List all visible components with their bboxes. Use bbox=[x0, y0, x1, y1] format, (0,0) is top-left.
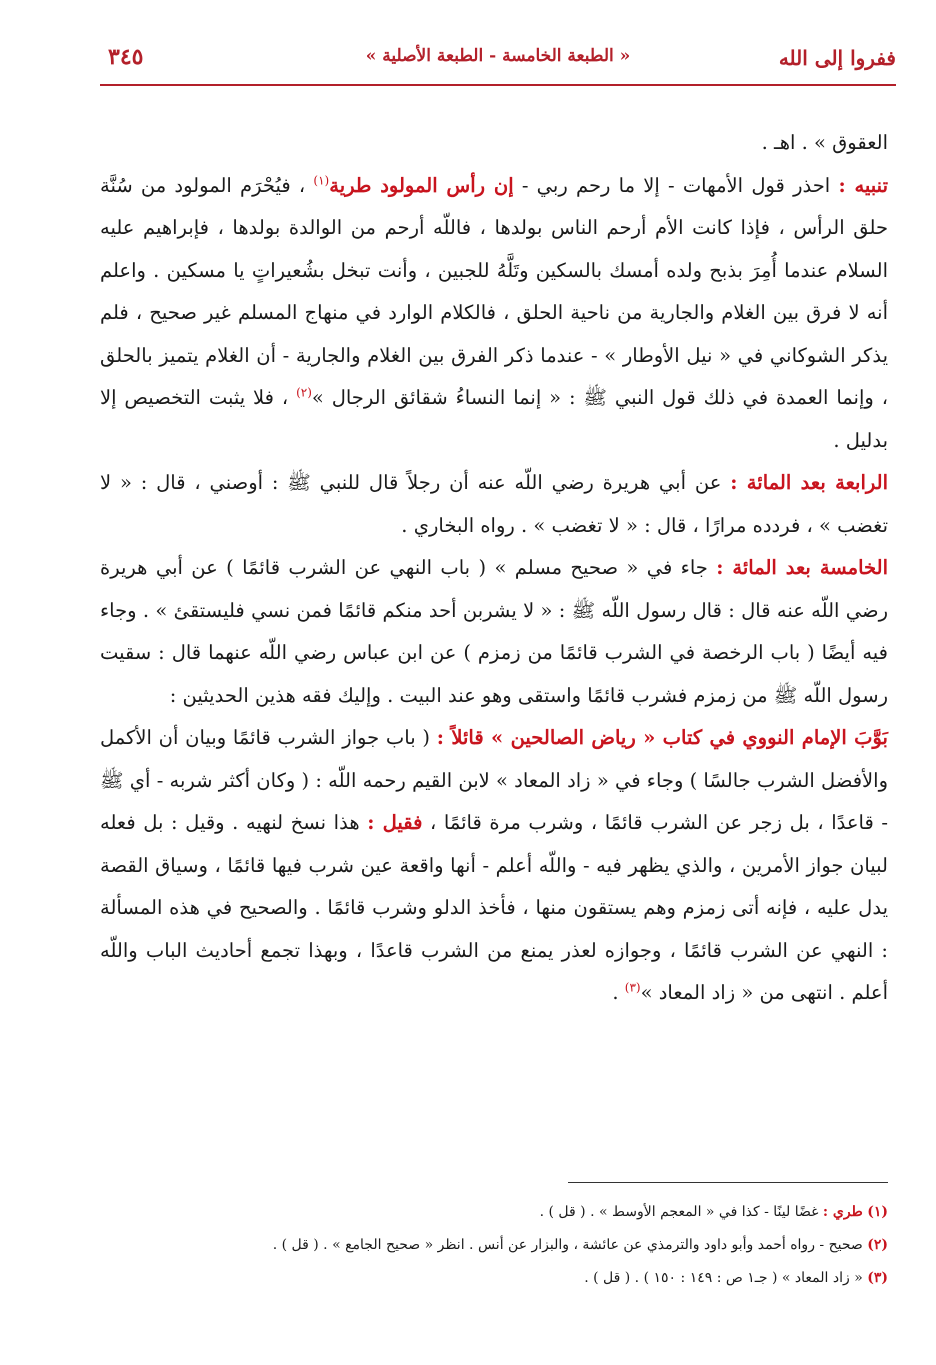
paragraph bbox=[100, 547, 888, 717]
footnote-text: غضًا لينًا - كذا في « المعجم الأوسط » . ( قل ) . bbox=[539, 1204, 823, 1220]
paragraph-highlight: فقيل : bbox=[367, 811, 423, 834]
footnote-text: صحيح - رواه أحمد وأبو داود والترمذي عن عائشة ، والبزار عن أنس . انظر « صحيح الجامع » . ( قل ) . bbox=[272, 1237, 868, 1253]
paragraph-lead: الرابعة بعد المائة : bbox=[730, 471, 889, 494]
footnote-ref[interactable]: (٢) bbox=[296, 385, 312, 400]
paragraph-highlight: إن رأس المولود طرية bbox=[329, 173, 514, 197]
footnote bbox=[100, 1196, 888, 1229]
paragraph-text: هذا نسخ لنهيه . وقيل : بل فعله لبيان جواز الأمرين ، والذي يظهر فيه - واللّه أعلم - أنها واقعة عين شرب فيها قائمًا ، وسياق القصة يدل عليه ، فإنه أتى زمزم وهم يستقون منها ، فأخذ الدلو وشرب قائمًا . والصحيح في هذه المسألة : النهي عن الشرب قائمًا ، وجوازه لعذر يمنع من الشرب قاعدًا ، وبهذا تجمع أحاديث الباب واللّه أعلم . انتهى من « زاد المعاد » bbox=[100, 811, 888, 1004]
footnote-ref[interactable]: (٣) bbox=[624, 980, 641, 995]
header-rule bbox=[100, 84, 896, 86]
paragraph bbox=[100, 462, 888, 547]
footnote-number: (٢) bbox=[867, 1237, 888, 1253]
paragraph-text: ( باب جواز الشرب قائمًا وبيان أن الأكمل والأفضل الشرب جالسًا ) وجاء في « زاد المعاد » لابن القيم رحمه اللّه : ( وكان أكثر شربه - أي ﷺ - قاعدًا ، بل زجر عن الشرب قائمًا ، وشرب مرة قائمًا ، bbox=[100, 726, 888, 834]
edition-label: « الطبعة الخامسة - الطبعة الأصلية » bbox=[365, 46, 631, 66]
footnote-ref[interactable]: (١) bbox=[313, 173, 330, 187]
paragraph-lead: تنبيه : bbox=[838, 173, 888, 197]
paragraph bbox=[100, 717, 888, 1015]
footnote-label: طري : bbox=[822, 1204, 863, 1220]
paragraph-text: . bbox=[612, 981, 625, 1004]
body-text bbox=[100, 122, 888, 1015]
footnote-number: (١) bbox=[867, 1204, 888, 1220]
paragraph bbox=[100, 165, 888, 463]
paragraph-lead: الخامسة بعد المائة : bbox=[716, 556, 889, 579]
paragraph-text: عن أبي هريرة رضي اللّه عنه أن رجلاً قال للنبي ﷺ : أوصني ، قال : « لا تغضب » ، فردده مرارًا ، قال : « لا تغضب » . رواه البخاري . bbox=[100, 471, 888, 537]
paragraph-text: جاء في « صحيح مسلم » ( باب النهي عن الشرب قائمًا ) عن أبي هريرة رضي اللّه عنه قال : قال رسول اللّه ﷺ : « لا يشربن أحد منكم قائمًا فمن نسي فليستقئ » . وجاء فيه أيضًا ( باب الرخصة في الشرب قائمًا من زمزم ) عن ابن عباس رضي اللّه عنهما قال : سقيت رسول اللّه ﷺ من زمزم فشرب قائمًا واستقى وهو عند البيت . وإليك فقه هذين الحديثين : bbox=[100, 556, 888, 707]
footnote-rule bbox=[568, 1182, 888, 1183]
page-header bbox=[100, 38, 896, 88]
footnote-number: (٣) bbox=[867, 1270, 888, 1286]
footnote bbox=[100, 1262, 888, 1295]
paragraph-text: ، فلا يثبت التخصيص إلا بدليل . bbox=[100, 386, 888, 452]
paragraph bbox=[100, 122, 888, 165]
footnote-text: « زاد المعاد » ( جـ١ ص : ١٤٩ : ١٥٠ ) . ( قل ) . bbox=[584, 1270, 868, 1286]
paragraph-text: احذر قول الأمهات - إلا ما رحم ربي - bbox=[513, 173, 839, 197]
page-number: ٣٤٥ bbox=[108, 44, 144, 70]
footnote bbox=[100, 1229, 888, 1262]
book-title: ففروا إلى الله bbox=[778, 46, 896, 70]
footnotes bbox=[100, 1196, 888, 1295]
paragraph-lead: بَوَّبَ الإمام النووي في كتاب « رياض الصالحين » قائلاً : bbox=[436, 726, 888, 749]
paragraph-text: العقوق » . اهـ . bbox=[761, 131, 888, 154]
paragraph-text: ، فيُحْرَم المولود من سُنَّة حلق الرأس ، فإذا كانت الأم أرحم الناس بولدها ، فاللّه أرحم من الوالدة بولدها ، فإبراهيم عليه السلام عندما أُمِرَ بذبح ولده أمسك بالسكين وتَلَّهُ للجبين ، وأنت تبخل بشُعيراتٍ يا مسكين . واعلم أنه لا فرق بين الغلام والجارية من ناحية الحلق ، فالكلام الوارد في منهاج المسلم غير صحيح ، فلم يذكر الشوكاني في « نيل الأوطار » - عندما ذكر الفرق بين الغلام والجارية - أن الغلام يتميز بالحلق ، وإنما العمدة في ذلك قول النبي ﷺ : « إنما النساءُ شقائق الرجال » bbox=[100, 173, 888, 409]
